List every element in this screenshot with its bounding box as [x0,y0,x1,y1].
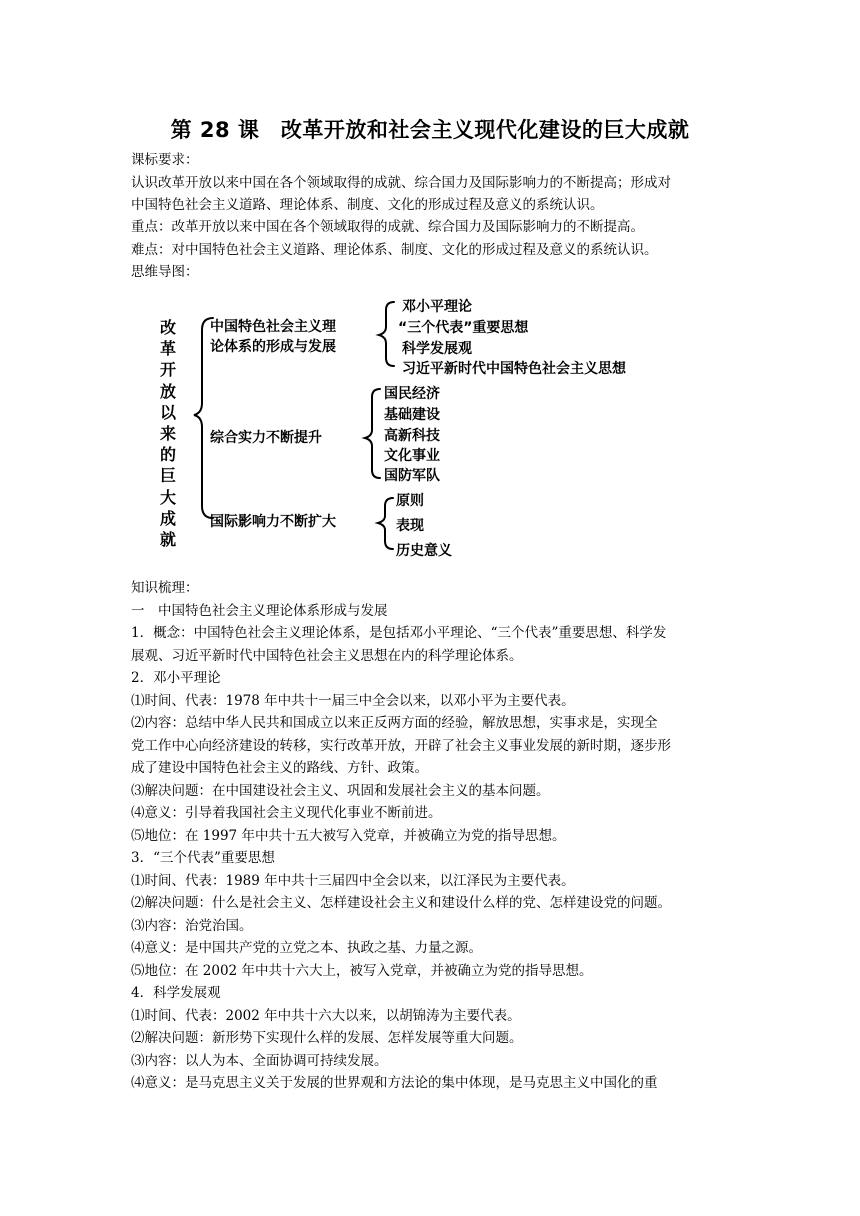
body-text-line: ⑴时间、代表：1989 年中共十三届四中全会以来，以江泽民为主要代表。 [131,873,575,889]
leaf-economy: 国民经济 [384,386,440,402]
branch-theory [210,317,336,357]
leaf-scientific-outlook: 科学发展观 [402,341,472,357]
body-text-line: ⑷意义：是中国共产党的立党之本、执政之基、力量之源。 [131,940,482,956]
root-char: 来 [159,424,176,444]
subsection-heading: 3．“三个代表”重要思想 [131,850,275,866]
root-char: 革 [159,339,176,359]
knowledge-heading: 知识梳理： [131,580,199,596]
leaf-manifestation: 表现 [396,518,424,534]
body-text-line: ⑵内容：总结中华人民共和国成立以来正反两方面的经验，解放思想，实事求是，实现全 [131,715,658,731]
body-text-line: ⑴时间、代表：1978 年中共十一届三中全会以来，以邓小平为主要代表。 [131,693,575,709]
leaf-three-represents: “三个代表”重要思想 [398,320,529,336]
leaf-defense: 国防军队 [384,468,440,484]
leaf-technology: 高新科技 [384,428,440,444]
root-char: 巨 [159,466,176,486]
body-text-line: ⑸地位：在 1997 年中共十五大被写入党章，并被确立为党的指导思想。 [131,828,566,844]
syllabus-heading: 课标要求： [131,152,199,168]
body-text-line: ⑷意义：引导着我国社会主义现代化事业不断前进。 [131,805,442,821]
leaf-xi-thought: 习近平新时代中国特色社会主义思想 [402,361,626,377]
root-char: 的 [159,445,176,465]
branch-international-influence: 国际影响力不断扩大 [210,514,336,530]
branch3-brace [378,498,393,549]
root-char: 放 [159,381,176,401]
leaf-principles: 原则 [396,493,424,509]
body-text-line: ⑷意义：是马克思主义关于发展的世界观和方法论的集中体现，是马克思主义中国化的重 [131,1075,658,1091]
leaf-culture: 文化事业 [384,448,440,464]
root-char: 就 [159,530,176,550]
mindmap-heading: 思维导图： [131,264,199,280]
branch1-brace [379,302,394,366]
branch-theory-line1: 中国特色社会主义理 [210,319,336,335]
subsection-heading: 4．科学发展观 [131,985,221,1001]
branch-theory-line2: 论体系的形成与发展 [210,339,336,355]
body-text-line: ⑶内容：治党治国。 [131,918,253,934]
syllabus-text-line: 中国特色社会主义道路、理论体系、制度、文化的形成过程及意义的系统认识。 [131,197,604,213]
body-text-line: ⑶解决问题：在中国建设社会主义、巩固和发展社会主义的基本问题。 [131,783,550,799]
body-text-line: 党工作中心向经济建设的转移，实行改革开放，开辟了社会主义事业发展的新时期，逐步形 [131,738,671,754]
section-heading: 一 中国特色社会主义理论体系形成与发展 [131,603,388,619]
root-char: 改 [159,318,176,337]
body-text-line: ⑵解决问题：新形势下实现什么样的发展、怎样发展等重大问题。 [131,1030,523,1046]
mind-map-root [156,317,180,550]
mind-map [150,290,710,560]
branch2-brace [365,389,380,478]
body-text-line: ⑶内容：以人为本、全面协调可持续发展。 [131,1053,388,1069]
body-text-line: ⑴时间、代表：2002 年中共十六大以来，以胡锦涛为主要代表。 [131,1008,521,1024]
body-text-line: ⑸地位：在 2002 年中共十六大上，被写入党章，并被确立为党的指导思想。 [131,963,593,979]
root-char: 开 [159,360,176,380]
leaf-historical-significance: 历史意义 [396,543,452,559]
key-point: 重点：改革开放以来中国在各个领域取得的成就、综合国力及国际影响力的不断提高。 [131,219,644,235]
leaf-deng-theory: 邓小平理论 [402,299,472,315]
leaf-infrastructure: 基础建设 [384,407,440,423]
root-char: 以 [159,402,176,422]
body-text-line: 1．概念：中国特色社会主义理论体系，是包括邓小平理论、“三个代表”重要思想、科学发 [131,625,667,641]
syllabus-text-line: 认识改革开放以来中国在各个领域取得的成就、综合国力及国际影响力的不断提高；形成对 [131,175,671,191]
root-char: 成 [159,508,176,528]
subsection-heading: 2．邓小平理论 [131,670,221,686]
body-text-line: 展观、习近平新时代中国特色社会主义思想在内的科学理论体系。 [131,648,523,664]
branch-national-strength: 综合实力不断提升 [210,430,322,446]
root-char: 大 [159,487,176,507]
difficult-point: 难点：对中国特色社会主义道路、理论体系、制度、文化的形成过程及意义的系统认识。 [131,242,658,258]
body-text-line: 成了建设中国特色社会主义的路线、方针、政策。 [131,760,428,776]
page-title: 第 28 课 改革开放和社会主义现代化建设的巨大成就 [170,118,690,142]
body-text-line: ⑵解决问题：什么是社会主义、怎样建设社会主义和建设什么样的党、怎样建设党的问题。 [131,895,671,911]
